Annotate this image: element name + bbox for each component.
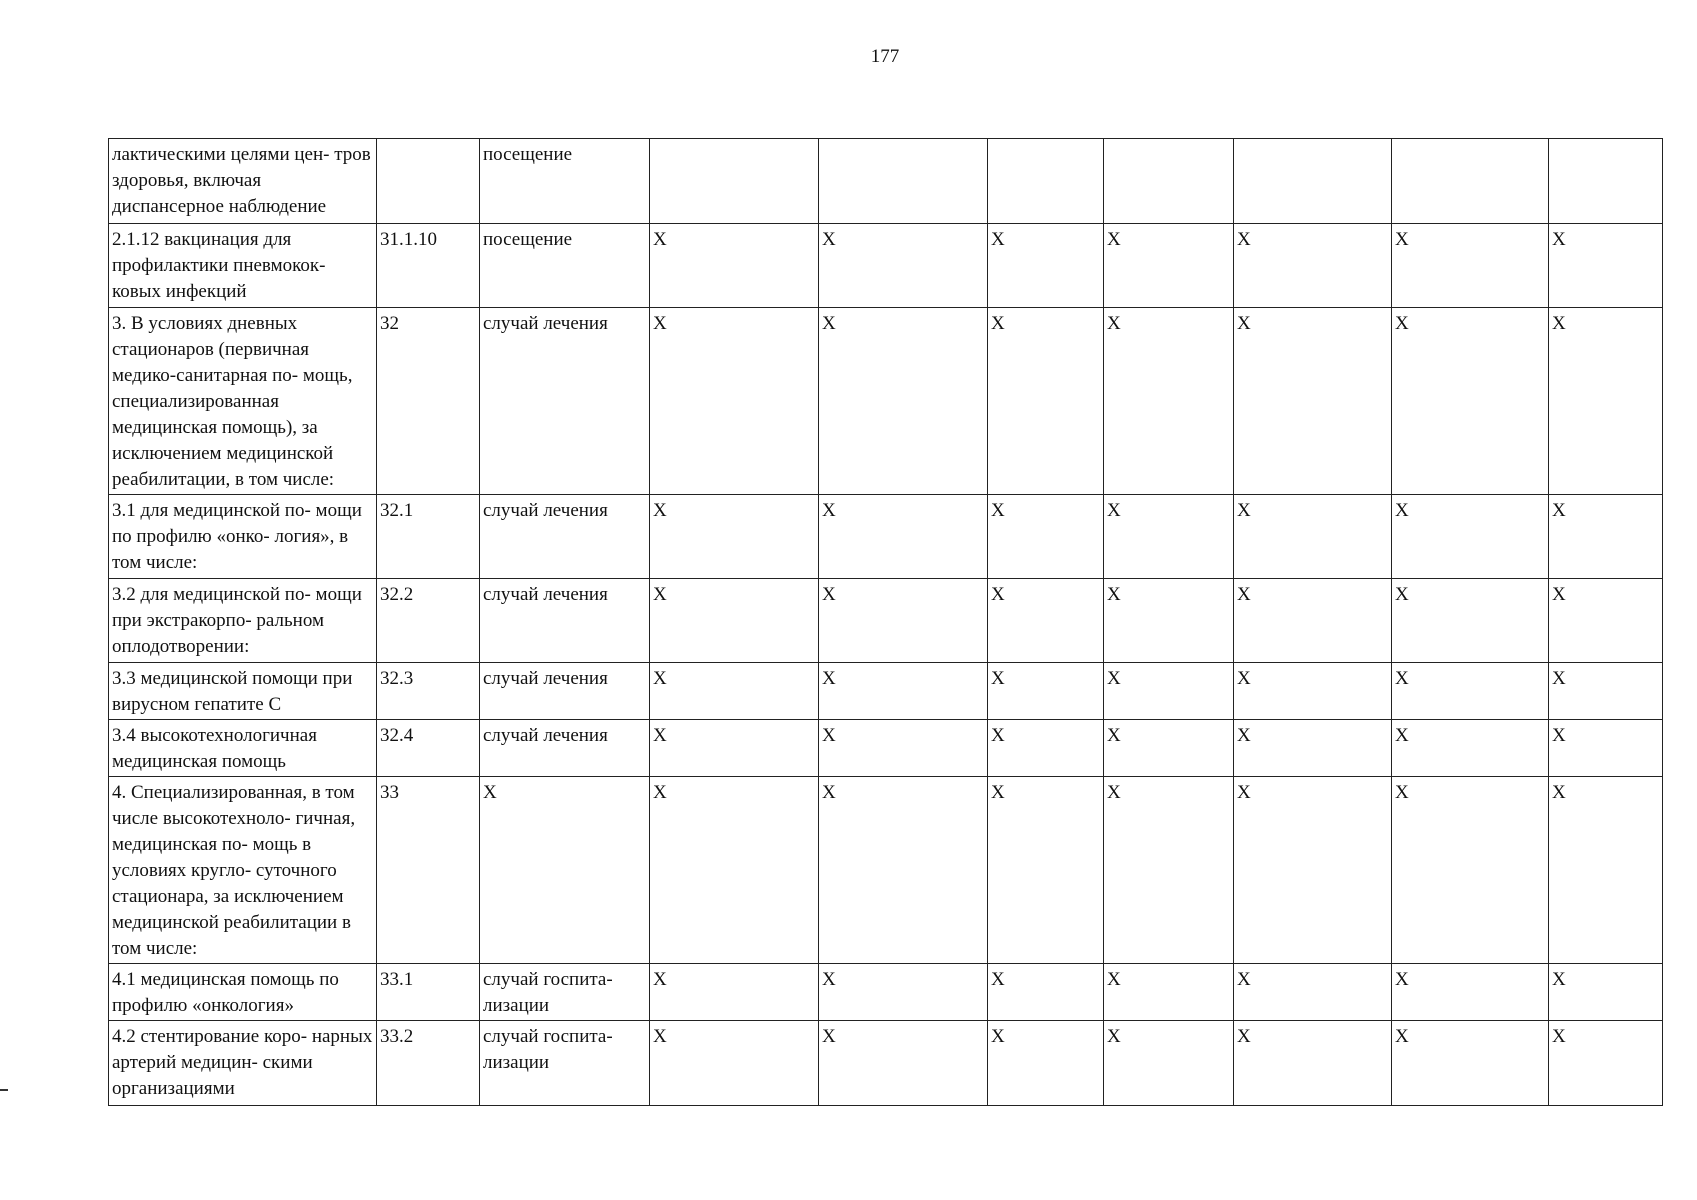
row-value-cell — [1392, 139, 1549, 224]
table-row — [109, 720, 1663, 777]
row-value-cell: Х — [650, 777, 819, 964]
row-name-cell: 3.1 для медицинской по- мощи по профилю «онко- логия», в том числе: — [109, 495, 377, 579]
row-value-cell: Х — [650, 224, 819, 308]
row-value-cell: Х — [1104, 777, 1234, 964]
row-name-cell: 3.4 высокотехнологичная медицинская помощь — [109, 720, 377, 777]
row-value-cell: Х — [650, 579, 819, 663]
row-value-cell — [988, 139, 1104, 224]
table-body — [109, 139, 1663, 1106]
table-row — [109, 777, 1663, 964]
row-value-cell: Х — [650, 308, 819, 495]
row-code-cell: 32.1 — [377, 495, 480, 579]
row-value-cell: Х — [1234, 495, 1392, 579]
row-value-cell: Х — [1392, 495, 1549, 579]
row-value-cell: Х — [1234, 663, 1392, 720]
row-value-cell: Х — [1234, 224, 1392, 308]
row-value-cell: Х — [819, 720, 988, 777]
row-value-cell: Х — [1549, 579, 1663, 663]
row-value-cell: Х — [988, 964, 1104, 1021]
row-value-cell: Х — [819, 964, 988, 1021]
row-unit-cell: случай госпита- лизации — [480, 1021, 650, 1106]
row-value-cell — [1549, 139, 1663, 224]
row-value-cell: Х — [1392, 964, 1549, 1021]
row-unit-cell: случай лечения — [480, 308, 650, 495]
row-value-cell: Х — [1104, 720, 1234, 777]
page-number: 177 — [870, 46, 900, 67]
row-value-cell: Х — [1234, 964, 1392, 1021]
row-name-cell: лактическими целями цен- тров здоровья, включая диспансерное наблюдение — [109, 139, 377, 224]
row-code-cell: 33.2 — [377, 1021, 480, 1106]
row-unit-cell: случай лечения — [480, 663, 650, 720]
row-value-cell: Х — [650, 1021, 819, 1106]
row-value-cell: Х — [819, 495, 988, 579]
row-value-cell: Х — [1549, 308, 1663, 495]
row-value-cell: Х — [1392, 720, 1549, 777]
table-row — [109, 964, 1663, 1021]
row-value-cell: Х — [1392, 308, 1549, 495]
row-value-cell: Х — [988, 224, 1104, 308]
row-value-cell: Х — [1234, 1021, 1392, 1106]
row-value-cell: Х — [650, 663, 819, 720]
row-value-cell: Х — [988, 1021, 1104, 1106]
row-unit-cell: случай лечения — [480, 495, 650, 579]
row-value-cell: Х — [1104, 224, 1234, 308]
row-value-cell: Х — [819, 1021, 988, 1106]
data-table — [108, 138, 1663, 1106]
row-value-cell: Х — [1392, 777, 1549, 964]
table-row — [109, 579, 1663, 663]
row-value-cell: Х — [1549, 224, 1663, 308]
row-unit-cell: случай лечения — [480, 579, 650, 663]
row-value-cell: Х — [1392, 1021, 1549, 1106]
row-unit-cell: случай госпита- лизации — [480, 964, 650, 1021]
table-row — [109, 663, 1663, 720]
table-row — [109, 308, 1663, 495]
row-value-cell: Х — [1104, 964, 1234, 1021]
row-unit-cell: Х — [480, 777, 650, 964]
row-value-cell: Х — [1104, 495, 1234, 579]
row-value-cell: Х — [1392, 579, 1549, 663]
table-row — [109, 495, 1663, 579]
row-value-cell: Х — [988, 308, 1104, 495]
row-value-cell: Х — [819, 579, 988, 663]
row-value-cell: Х — [819, 663, 988, 720]
row-value-cell: Х — [1234, 720, 1392, 777]
row-value-cell — [1104, 139, 1234, 224]
row-value-cell: Х — [1392, 663, 1549, 720]
row-value-cell: Х — [988, 663, 1104, 720]
row-value-cell: Х — [819, 224, 988, 308]
row-value-cell: Х — [988, 579, 1104, 663]
row-value-cell: Х — [1549, 663, 1663, 720]
row-code-cell: 33 — [377, 777, 480, 964]
row-value-cell: Х — [650, 964, 819, 1021]
row-value-cell: Х — [1104, 579, 1234, 663]
row-value-cell: Х — [819, 777, 988, 964]
row-code-cell: 33.1 — [377, 964, 480, 1021]
margin-mark — [0, 1089, 8, 1091]
row-name-cell: 4.2 стентирование коро- нарных артерий медицин- скими организациями — [109, 1021, 377, 1106]
row-value-cell — [819, 139, 988, 224]
row-name-cell: 3. В условиях дневных стационаров (первичная медико-санитарная по- мощь, специализированная медицинская помощь), за исключением медицинской реабилитации, в том числе: — [109, 308, 377, 495]
row-code-cell: 32 — [377, 308, 480, 495]
row-value-cell: Х — [1234, 579, 1392, 663]
row-name-cell: 3.2 для медицинской по- мощи при экстракорпо- ральном оплодотворении: — [109, 579, 377, 663]
row-unit-cell: посещение — [480, 224, 650, 308]
row-code-cell: 32.4 — [377, 720, 480, 777]
row-value-cell: Х — [1549, 1021, 1663, 1106]
row-value-cell: Х — [988, 777, 1104, 964]
row-name-cell: 2.1.12 вакцинация для профилактики пневмокок- ковых инфекций — [109, 224, 377, 308]
row-value-cell: Х — [988, 495, 1104, 579]
row-value-cell: Х — [1549, 720, 1663, 777]
row-value-cell: Х — [1392, 224, 1549, 308]
row-code-cell: 31.1.10 — [377, 224, 480, 308]
row-value-cell: Х — [1549, 495, 1663, 579]
row-code-cell — [377, 139, 480, 224]
row-value-cell: Х — [650, 720, 819, 777]
row-value-cell: Х — [650, 495, 819, 579]
row-value-cell: Х — [1104, 1021, 1234, 1106]
row-value-cell — [1234, 139, 1392, 224]
row-value-cell: Х — [1104, 663, 1234, 720]
table-row — [109, 1021, 1663, 1106]
row-name-cell: 4. Специализированная, в том числе высокотехноло- гичная, медицинская по- мощь в условиях кругло- суточного стационара, за исключением медицинской реабилитации в том числе: — [109, 777, 377, 964]
row-value-cell: Х — [1104, 308, 1234, 495]
table-row — [109, 139, 1663, 224]
row-code-cell: 32.3 — [377, 663, 480, 720]
row-unit-cell: случай лечения — [480, 720, 650, 777]
row-value-cell: Х — [1549, 777, 1663, 964]
row-code-cell: 32.2 — [377, 579, 480, 663]
row-value-cell: Х — [988, 720, 1104, 777]
row-value-cell: Х — [819, 308, 988, 495]
row-value-cell: Х — [1549, 964, 1663, 1021]
row-name-cell: 3.3 медицинской помощи при вирусном гепатите С — [109, 663, 377, 720]
row-value-cell — [650, 139, 819, 224]
table-row — [109, 224, 1663, 308]
row-value-cell: Х — [1234, 308, 1392, 495]
row-value-cell: Х — [1234, 777, 1392, 964]
row-name-cell: 4.1 медицинская помощь по профилю «онкология» — [109, 964, 377, 1021]
row-unit-cell: посещение — [480, 139, 650, 224]
